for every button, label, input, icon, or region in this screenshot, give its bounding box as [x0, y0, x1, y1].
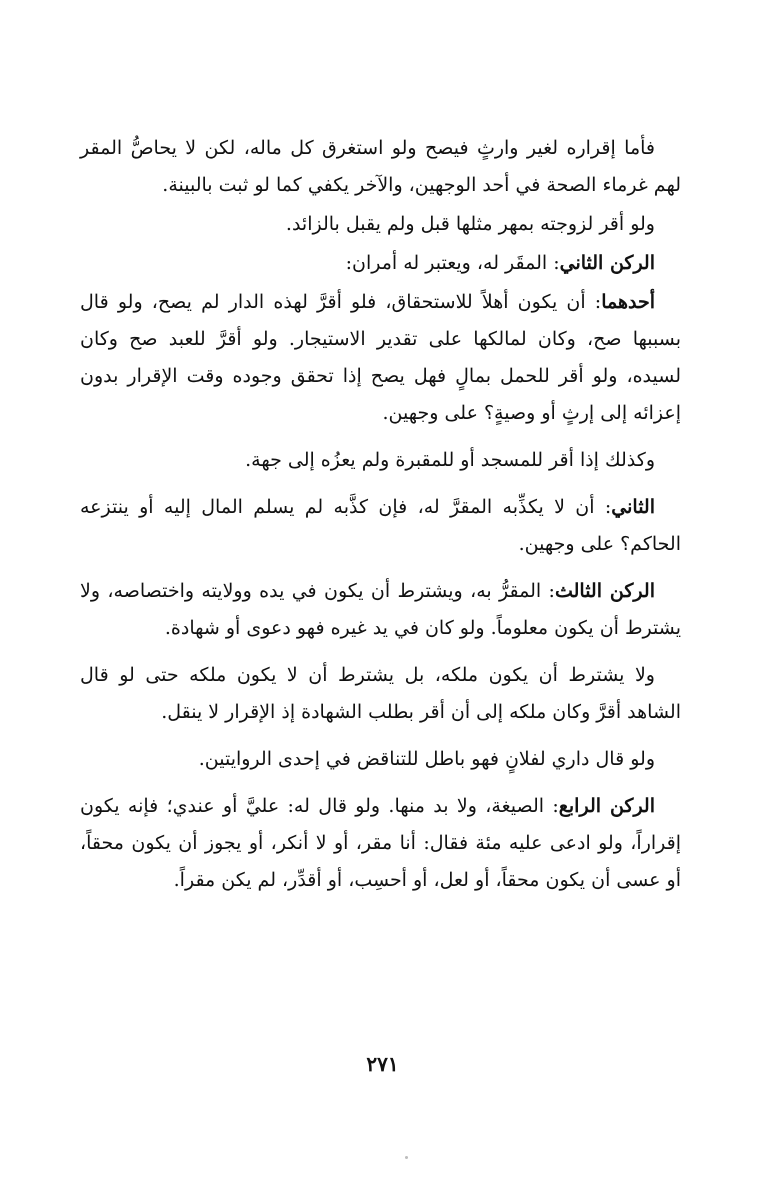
paragraph-my-house: [80, 741, 681, 778]
page-number: ٢٧١: [366, 1052, 399, 1076]
paragraph-text: : الصيغة، ولا بد منها. ولو قال له: عليَّ أو عندي؛ فإنه يكون إقراراً، ولو ادعى عليه مئة فقال: أنا مقر، أو لا أنكر، أو يجوز أن يكون محقاً، أو عسى أن يكون محقاً، أو لعل، أو أحسِب، أو أقدِّر، لم يكن مقراً.: [80, 795, 681, 891]
paragraph-lead: الثاني: [611, 496, 655, 518]
paragraph-wife-dowry: [80, 206, 681, 243]
paragraph-text: ولا يشترط أن يكون ملكه، بل يشترط أن لا يكون ملكه حتى لو قال الشاهد أقرَّ وكان ملكه إلى أن أقر بطلب الشهادة إذ الإقرار لا ينقل.: [80, 664, 681, 723]
paragraph-text: : أن لا يكذِّبه المقرَّ له، فإن كذَّبه لم يسلم المال إليه أو ينتزعه الحاكم؟ على وجهين.: [80, 496, 681, 555]
paragraph-third-pillar: [80, 573, 681, 647]
paragraph-text: وكذلك إذا أقر للمسجد أو للمقبرة ولم يعزُه إلى جهة.: [245, 449, 655, 471]
paragraph-lead: أحدهما: [601, 291, 655, 313]
paragraph-mosque-cemetery: [80, 442, 681, 479]
paragraph-text: : أن يكون أهلاً للاستحقاق، فلو أقرَّ لهذه الدار لم يصح، ولو قال بسببها صح، وكان لمالكها على تقدير الاستيجار. ولو أقرَّ للعبد صح وكان لسيده، ولو أقر للحمل بمالٍ فهل يصح إذا تحقق وجوده وقت الإقرار بدون إعزائه إلى إرثٍ أو وصيةٍ؟ على وجهين.: [80, 291, 681, 424]
paragraph-lead: الركن الثاني: [559, 252, 655, 274]
paragraph-second-condition: [80, 489, 681, 563]
paragraph-fourth-pillar: [80, 788, 681, 899]
paragraph-text: : المقرُّ به، ويشترط أن يكون في يده وولايته واختصاصه، ولا يشترط أن يكون معلوماً. ولو كان في يد غيره فهو دعوى أو شهادة.: [80, 580, 681, 639]
paragraph-lead: الركن الرابع: [558, 795, 656, 817]
paragraph-text: ولو أقر لزوجته بمهر مثلها قبل ولم يقبل بالزائد.: [285, 213, 655, 235]
paragraph-first-condition: [80, 284, 681, 432]
scan-speck: [405, 1156, 408, 1159]
paragraph-acknowledgment-non-heir: [80, 130, 681, 204]
paragraph-text: ولو قال داري لفلانٍ فهو باطل للتناقض في إحدى الروايتين.: [198, 748, 655, 770]
paragraph-ownership: [80, 657, 681, 731]
page-body: [80, 130, 681, 901]
paragraph-lead: الركن الثالث: [554, 580, 655, 602]
paragraph-second-pillar: [80, 245, 681, 282]
paragraph-text: : المقَر له، ويعتبر له أمران:: [345, 252, 560, 274]
paragraph-text: فأما إقراره لغير وارثٍ فيصح ولو استغرق كل ماله، لكن لا يحاصُّ المقر لهم غرماء الصحة في أحد الوجهين، والآخر يكفي كما لو ثبت بالبينة.: [80, 137, 681, 196]
